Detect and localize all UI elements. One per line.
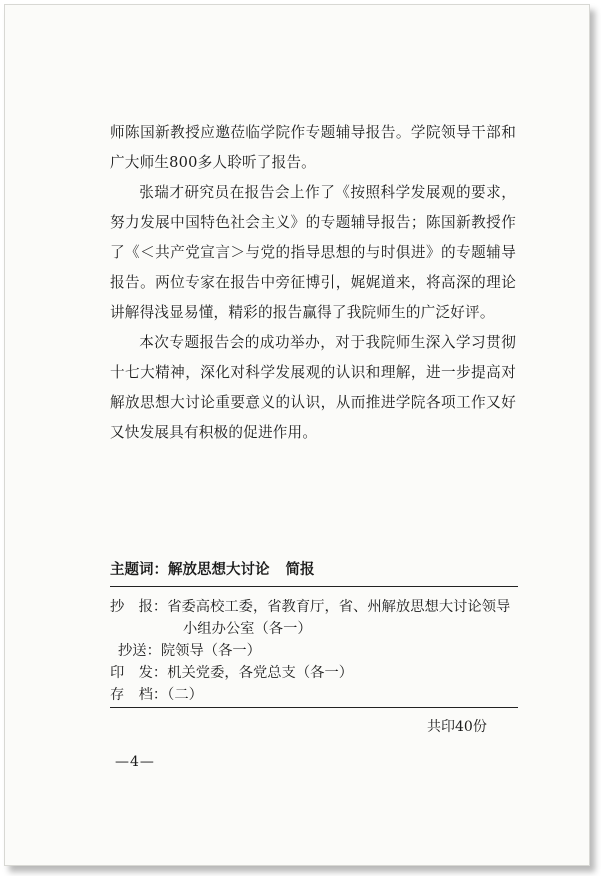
paragraph-1: 师陈国新教授应邀莅临学院作专题辅导报告。学院领导干部和广大师生800多人聆听了报告。	[110, 124, 516, 171]
distribution-block	[110, 596, 520, 706]
archive-value: （二）	[167, 687, 203, 703]
print-value: 机关党委，各党总支（各一）	[167, 665, 354, 681]
divider-bottom	[110, 707, 518, 708]
keyword-item: 解放思想大讨论	[168, 562, 270, 578]
print-label: 印 发：	[110, 665, 168, 681]
paragraph-3: 本次专题报告会的成功举办，对于我院师生深入学习贯彻十七大精神，深化对科学发展观的认识和理解，进一步提高对解放思想大讨论重要意义的认识，从而推进学院各项工作又好又快发展具有积极的促进作用。	[110, 334, 516, 441]
divider-top	[110, 586, 518, 587]
cc-row	[110, 596, 510, 618]
cc-row-continued	[183, 618, 312, 640]
cc-label: 抄 报：	[110, 599, 168, 615]
report-body	[110, 118, 516, 448]
cc-value-continued: 小组办公室（各一）	[183, 621, 312, 637]
paragraph-2: 张瑞才研究员在报告会上作了《按照科学发展观的要求，努力发展中国特色社会主义》的专题辅导报告；陈国新教授作了《＜共产党宣言＞与党的指导思想的与时俱进》的专题辅导报告。两位专家在报告中旁征博引，娓娓道来，将高深的理论讲解得浅显易懂，精彩的报告赢得了我院师生的广泛好评。	[110, 184, 516, 321]
print-copies: 共印40份	[427, 719, 487, 735]
cc-value: 省委高校工委，省教育厅，省、州解放思想大讨论领导	[167, 599, 511, 615]
send-row	[118, 640, 261, 662]
send-value: 院领导（各一）	[160, 643, 261, 659]
page-number: —4—	[115, 754, 155, 770]
print-row	[110, 662, 353, 684]
archive-label: 存 档：	[110, 687, 168, 703]
subject-keywords	[110, 558, 520, 579]
send-label: 抄送：	[118, 643, 161, 659]
archive-row	[110, 684, 203, 706]
keywords-label: 主题词：	[110, 562, 168, 578]
keyword-item: 简报	[285, 562, 315, 578]
